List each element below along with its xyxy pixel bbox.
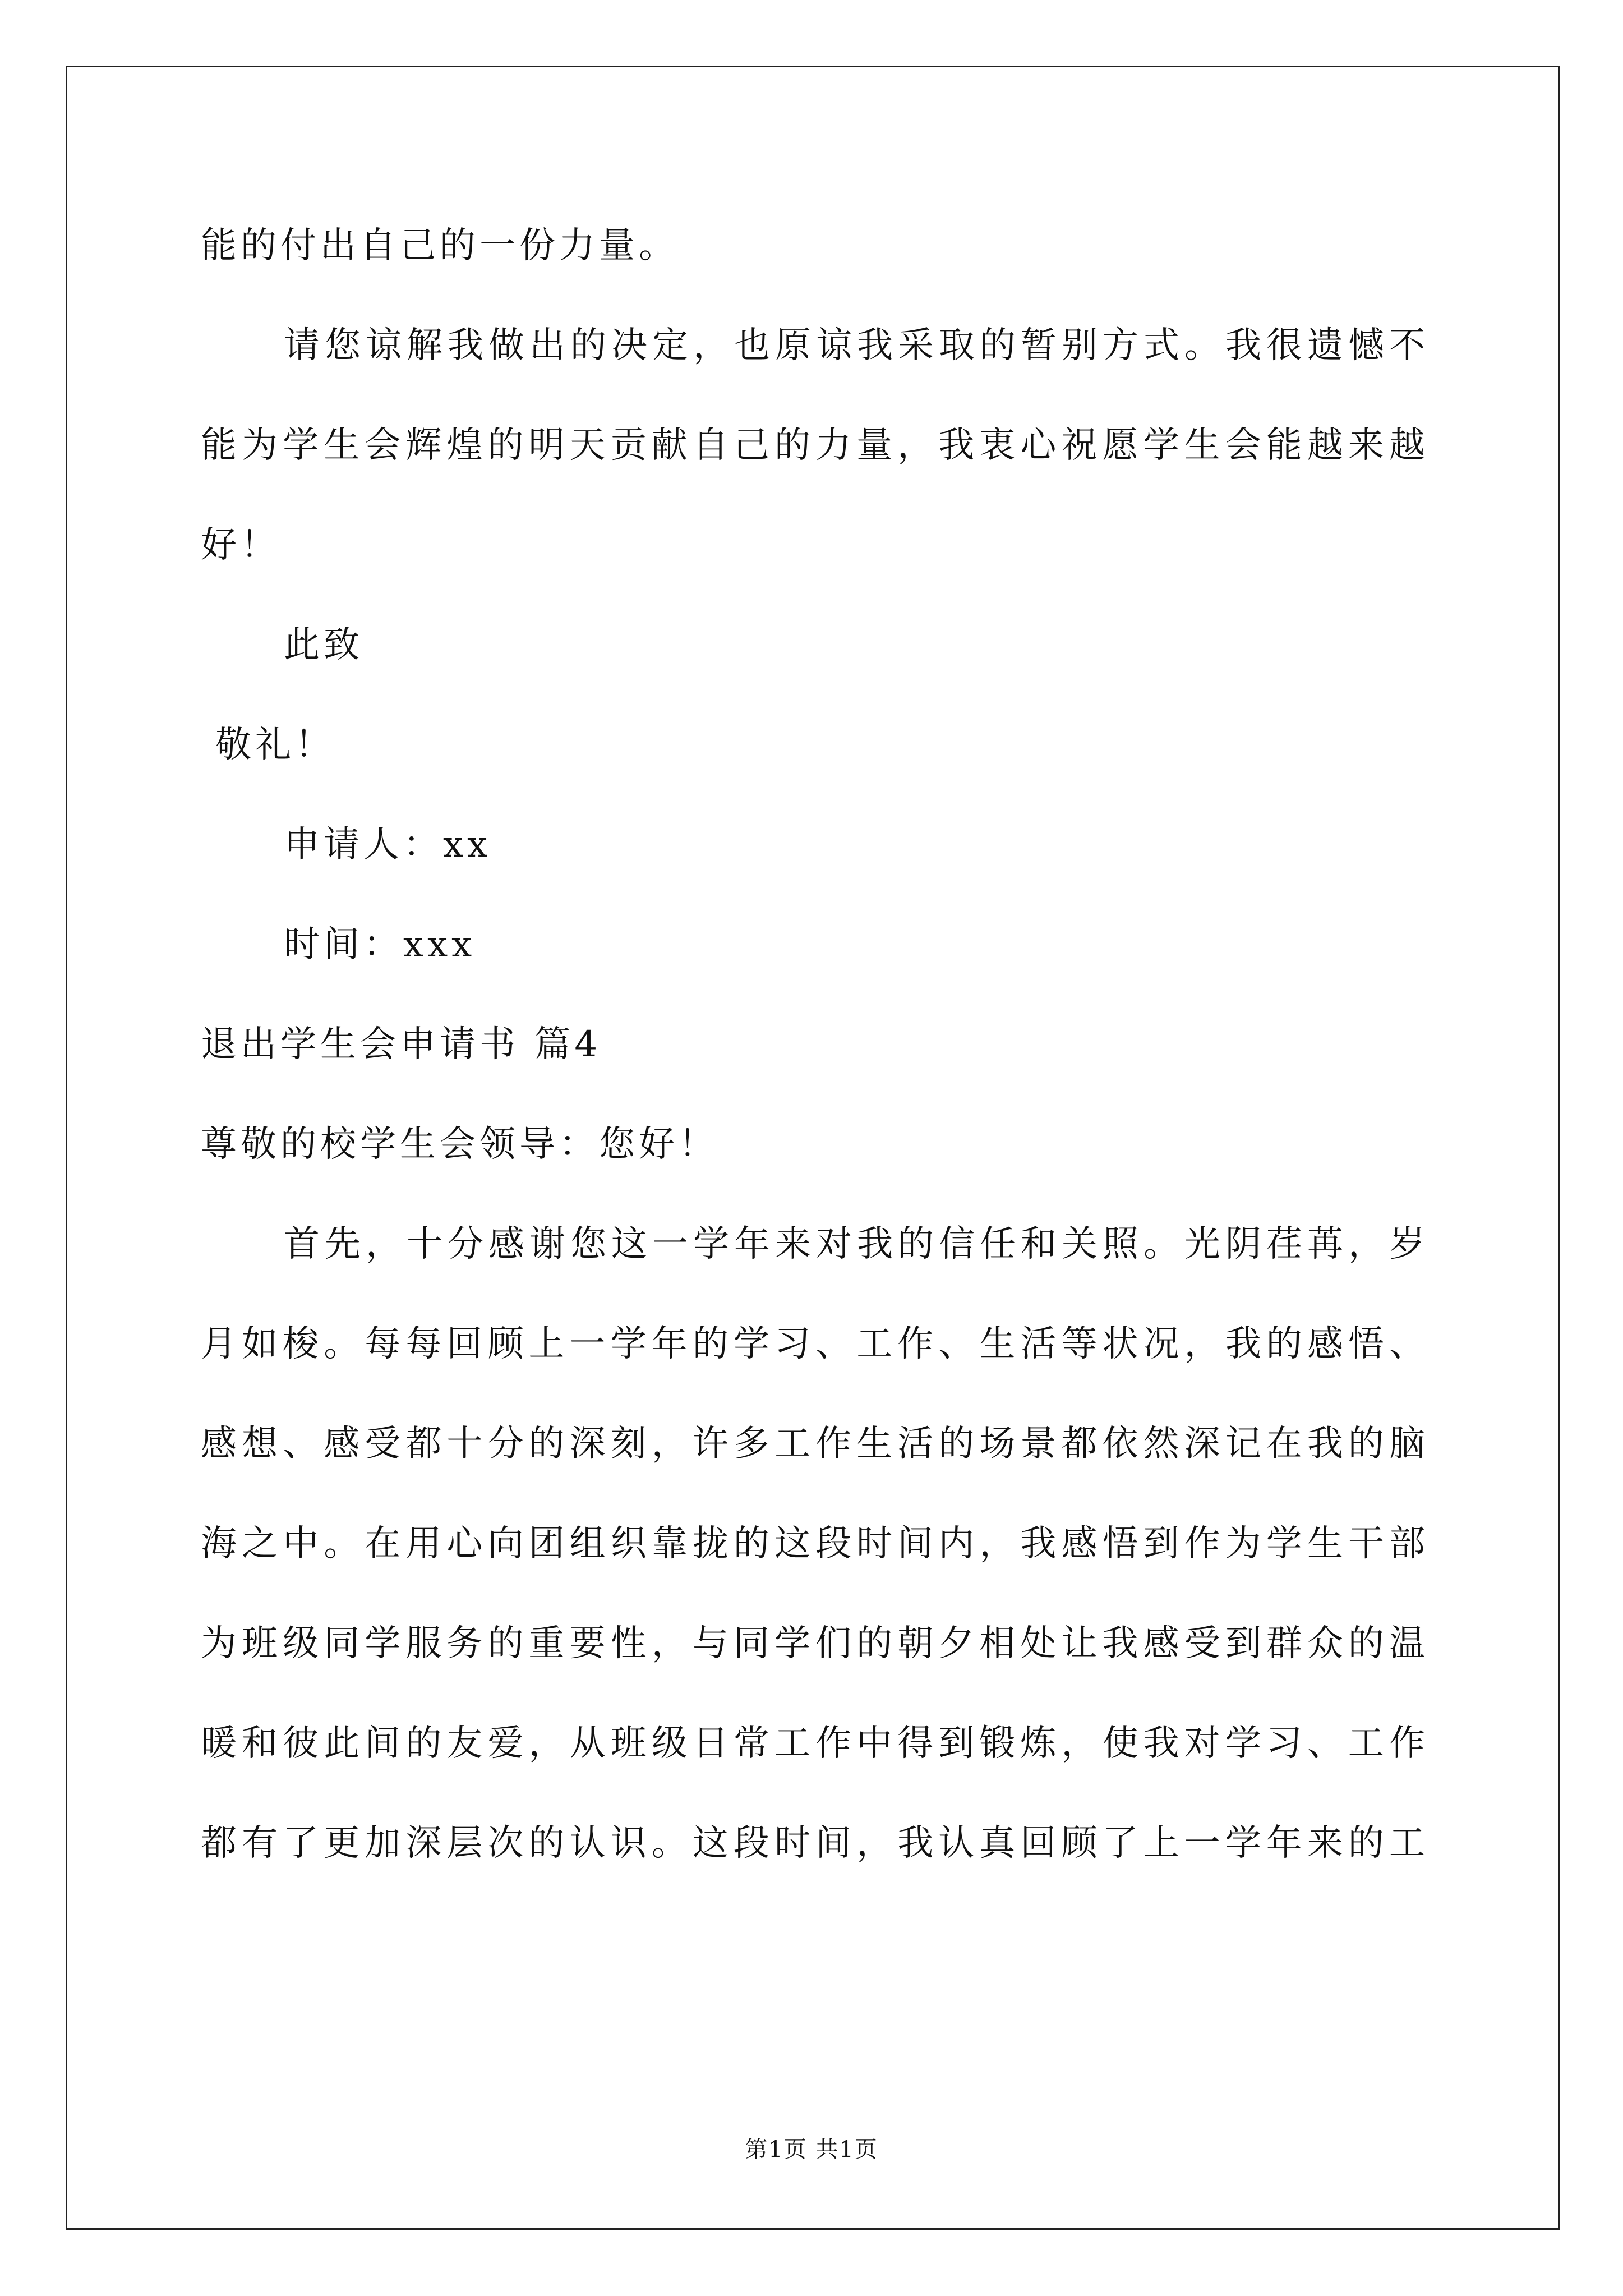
text-line: 能为学生会辉煌的明天贡献自己的力量，我衷心祝愿学生会能越来越	[201, 425, 1429, 466]
text-line: 暖和彼此间的友爱，从班级日常工作中得到锻炼，使我对学习、工作	[201, 1723, 1429, 1764]
applicant-line: 申请人：xx	[284, 824, 492, 866]
section-heading: 退出学生会申请书 篇4	[201, 1024, 602, 1065]
paragraph-start-line: 首先，十分感谢您这一学年来对我的信任和关照。光阴荏苒，岁	[284, 1223, 1429, 1265]
text-line: 能的付出自己的一份力量。	[201, 225, 679, 266]
text-line: 感想、感受都十分的深刻，许多工作生活的场景都依然深记在我的脑	[201, 1423, 1429, 1465]
page-number-footer: 第1页 共1页	[745, 2137, 878, 2162]
closing-salutation: 此致	[284, 624, 363, 666]
date-line: 时间：xxx	[284, 924, 476, 965]
greeting-line: 尊敬的校学生会领导：您好！	[201, 1124, 718, 1165]
closing-regards: 敬礼！	[215, 724, 335, 766]
text-line: 都有了更加深层次的认识。这段时间，我认真回顾了上一学年来的工	[201, 1823, 1429, 1864]
text-line: 海之中。在用心向团组织靠拢的这段时间内，我感悟到作为学生干部	[201, 1523, 1429, 1565]
paragraph-start-line: 请您谅解我做出的决定，也原谅我采取的暂别方式。我很遗憾不	[284, 325, 1429, 366]
text-line: 好！	[201, 524, 280, 566]
text-line: 为班级同学服务的重要性，与同学们的朝夕相处让我感受到群众的温	[201, 1623, 1429, 1664]
text-line: 月如梭。每每回顾上一学年的学习、工作、生活等状况，我的感悟、	[201, 1323, 1429, 1365]
